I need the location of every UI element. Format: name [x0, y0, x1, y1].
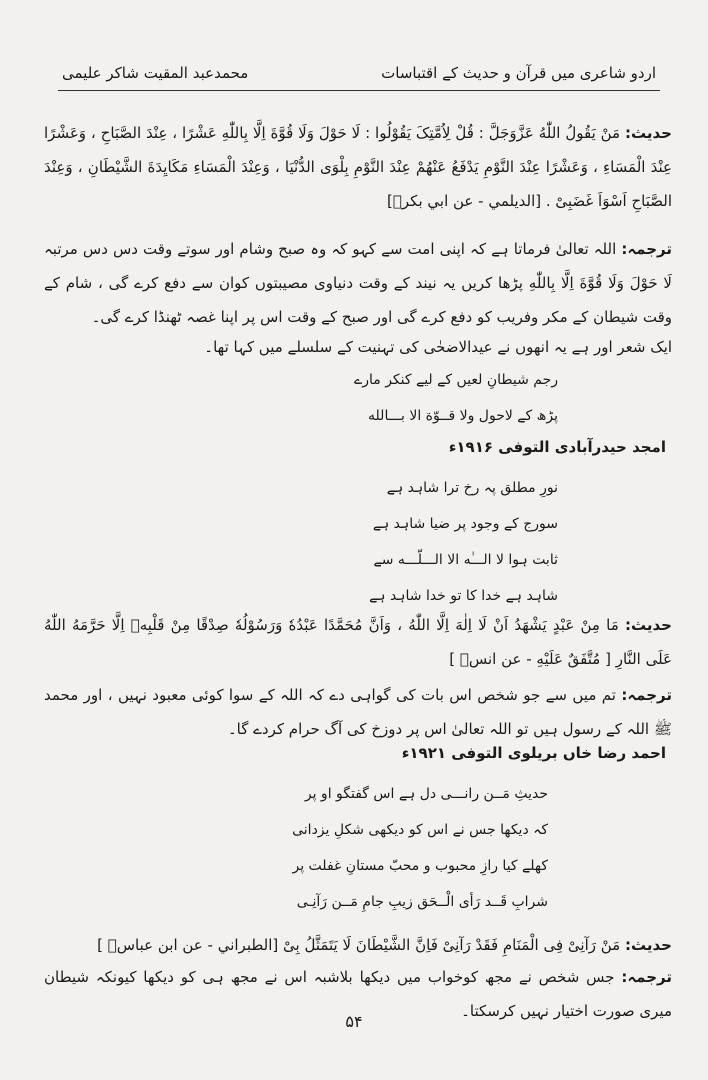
hadith-label: حدیث:	[625, 124, 672, 142]
running-header-author: محمدعبد المقیت شاکر علیمی	[62, 64, 249, 82]
page-number: ۵۴	[345, 1012, 363, 1031]
hadith-label: حدیث:	[624, 616, 672, 634]
verse-2	[369, 470, 558, 614]
translation-text: تم میں سے جو شخص اس بات کی گواہی دے کہ اللہ کے سوا کوئی معبود نہیں ، اور محمد ﷺ اللہ کے رسول ہیں تو اللہ تعالیٰ اس پر دوزخ کی آگ حرام کردے گا۔	[44, 686, 672, 738]
translation-label: ترجمہ:	[621, 686, 672, 704]
translation-label: ترجمہ:	[621, 240, 672, 258]
verse-line: پڑھ کے لاحول ولا قــوّة الا بـــالله	[368, 408, 558, 424]
translation-2	[44, 678, 672, 746]
translation-1	[44, 232, 672, 334]
hadith-label: حدیث:	[625, 936, 672, 954]
poet-heading-1: امجد حیدرآبادی التوفی ۱۹۱۶ء	[448, 438, 666, 456]
verse-line: نورِ مطلق پہ رخ ترا شاہد ہے	[386, 480, 558, 496]
translation-text: اللہ تعالیٰ فرماتا ہے کہ اپنی امت سے کہو کہ وہ صبح وشام اور سوتے وقت دس دس مرتبہ لَا حَوْلَ وَلَا قُوَّةَ اِلَّا بِاللّٰهِ پڑھا کریں یہ نیند کے وقت دنیاوی مصیبتوں کوان سے دفع کرے گی ، شام کے وقت شیطان کے مکر وفریب کو دفع کرے گی اور صبح کے وقت اس پر اپنا غصہ ٹھنڈا کرے گی۔	[44, 240, 672, 326]
verse-line: کھلے کیا رازِ محبوب و محبّ مستانِ غفلت پر	[292, 858, 548, 874]
verse-line: ثابت ہوا لا الـــٰه الا الـــلّـــه سے	[373, 552, 558, 568]
verse-line: شرابِ قَــد رَأی الْــحَق زیبِ جامِ مَــن رَآنِـی	[296, 894, 548, 910]
verse-1	[354, 362, 558, 434]
hadith-text: مَنْ رَآنِىْ فِى الْمَنَامِ فَقَدْ رَآنِىْ فَاِنَّ الشَّيْطَانَ لَا يَتَمَثَّلُ بِىْ [الطبراني - عن ابن عباسؓ ]	[97, 936, 621, 954]
verse-intro: ایک شعر اور ہے یہ انھوں نے عیدالاضحٰی کی تہنیت کے سلسلے میں کہا تھا۔	[204, 338, 672, 356]
verse-line: کہ دیکھا جس نے اس کو دیکھی شکلِ یزدانی	[292, 822, 548, 838]
verse-3	[292, 776, 548, 920]
translation-text: جس شخص نے مجھ کوخواب میں دیکھا بلاشبہ اس نے مجھ ہی کو دیکھا کیونکہ شیطان میری صورت اختیار نہیں کرسکتا۔	[44, 968, 672, 1020]
translation-label: ترجمہ:	[621, 968, 672, 986]
poet-heading-2: احمد رضا خاں بریلوی التوفی ۱۹۲۱ء	[401, 744, 666, 762]
hadith-1	[44, 116, 672, 218]
hadith-3	[44, 928, 672, 962]
hadith-text: مَنْ يَقُولُ اللّٰهُ عَزَّوَجَلَّ : قُلْ لِاُمَّتِکَ يَقُوْلُوا : لَا حَوْلَ وَلَا قُوَّةَ اِلَّا بِاللّٰهِ عَشْرًا ، عِنْدَ الصَّبَاحِ ، وَعَشْرًا عِنْدَ الْمَسَاءِ ، وَعَشْرًا عِنْدَ النَّوْمِ يَدْفَعُ عَنْهُمْ عِنْدَ النَّوْمِ بِلْوَى الدُّنْيَا ، وَعِنْدَ الْمَسَاءِ مَكَايِدَةَ الشَّيْطَانِ ، وَعِنْدَ الصَّبَاحِ اَسْوَاَ غَضَبِىْ . [الديلمي - عن ابي بكرؓ]	[44, 124, 672, 210]
hadith-2	[44, 608, 672, 676]
header-rule	[58, 90, 660, 91]
verse-line: حدیثِ مَــن رانـــی دل ہے اس گفتگو او پر	[304, 786, 548, 802]
hadith-text: مَا مِنْ عَبْدٍ يَشْهَدُ اَنْ لَا اِلٰهَ اِلَّا اللّٰهُ ، وَاَنَّ مُحَمَّدًا عَبْدُهٗ وَرَسُوْلُهٗ صِدْقًا مِنْ قَلْبِهٖ اِلَّا حَرَّمَهُ اللّٰهُ عَلَى النَّارِ [ مُتَّفَقٌ عَلَيْهِ - عن انسؓ ]	[44, 616, 672, 668]
verse-line: شاہد ہے خدا کا تو خدا شاہد ہے	[369, 588, 558, 604]
running-header-title: اردو شاعری میں قرآن و حدیث کے اقتباسات	[381, 64, 656, 82]
verse-line: سورج کے وجود پر ضیا شاہد ہے	[372, 516, 558, 532]
verse-line: رجم شیطانِ لعیں کے لیے کنکر مارے	[354, 372, 558, 388]
